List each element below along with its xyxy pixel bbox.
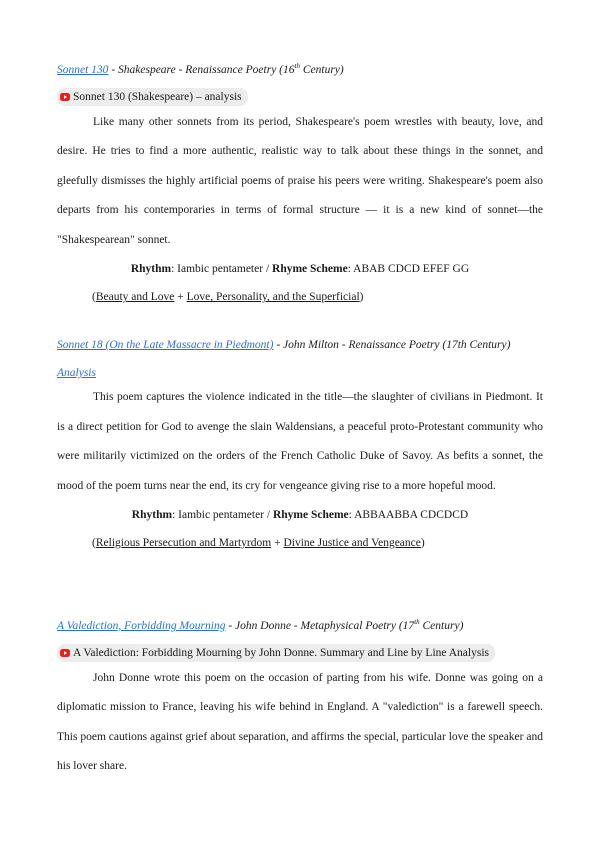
poem-description: This poem captures the violence indicated in the title—the slaughter of civilians in Piedmont. It is a direct petition for God to avenge the slain Waldensians, a peaceful proto-Protestant community who were militarily victimized on the orders of the French Catholic Duke of Savoy. As befits a sonnet, the mood of the poem turns near the end, its cry for vengeance giving rise to a more hopeful mood.	[57, 391, 543, 492]
theme-link-2[interactable]: Divine Justice and Vengeance	[283, 537, 421, 549]
heading-tail: Century)	[299, 63, 344, 76]
rhyme-scheme-value: : ABAB CDCD EFEF GG	[347, 263, 470, 276]
rhythm-label: Rhythm	[131, 509, 173, 521]
themes-line	[57, 535, 543, 551]
rhythm-rhyme-line	[57, 261, 543, 277]
open-paren: (	[92, 291, 96, 304]
poem-title-link[interactable]: A Valediction, Forbidding Mourning	[57, 619, 226, 632]
youtube-icon	[60, 649, 70, 657]
poem-description: John Donne wrote this poem on the occasion of parting from his wife. Donne was going on a diplomatic mission to France, leaving his wife behind in England. A "valediction" is a farewell speech. This poem cautions against grief about separation, and affirms the special, particular love the speaker and his lover share.	[57, 671, 543, 773]
entry-heading	[57, 337, 543, 353]
theme-link-2[interactable]: Love, Personality, and the Superficial	[186, 291, 360, 304]
close-paren: )	[420, 537, 425, 549]
plus-sign: +	[174, 291, 187, 304]
entry-heading	[57, 58, 543, 78]
video-chip-label: A Valediction: Forbidding Mourning by John Donne. Summary and Line by Line Analysis	[73, 646, 489, 659]
theme-link-1[interactable]: Religious Persecution and Martyrdom	[95, 537, 272, 549]
themes-line	[57, 289, 543, 305]
rhyme-scheme-label: Rhyme Scheme	[272, 263, 348, 276]
open-paren: (	[92, 537, 96, 549]
poem-description: Like many other sonnets from its period, Shakespeare's poem wrestles with beauty, love, and desire. He tries to find a more authentic, realistic way to talk about these things in the sonnet, and gleefully dismisses the highly artificial poems of praise his peers were writing. Shakespeare's poem also departs from his contemporaries in terms of formal structure — it is a new kind of sonnet—the "Shakespearean" sonnet.	[57, 115, 543, 246]
rhyme-scheme-label: Rhyme Scheme	[272, 509, 349, 521]
heading-superscript: th	[294, 62, 300, 70]
rhythm-value: : Iambic pentameter /	[171, 263, 270, 276]
heading-superscript: th	[414, 618, 420, 626]
rhythm-label: Rhythm	[130, 263, 172, 276]
youtube-video-chip[interactable]	[57, 88, 248, 106]
poem-entry-sonnet-130	[57, 58, 543, 305]
plus-sign: +	[271, 537, 284, 549]
heading-text: - John Milton - Renaissance Poetry (17th Century)	[273, 339, 511, 351]
video-chip-label: Sonnet 130 (Shakespeare) – analysis	[73, 90, 242, 103]
analysis-link[interactable]: Analysis	[57, 367, 96, 379]
youtube-icon	[60, 93, 70, 101]
heading-tail: Century)	[419, 619, 464, 632]
close-paren: )	[359, 291, 364, 304]
rhythm-rhyme-line	[57, 507, 543, 523]
heading-text: - Shakespeare - Renaissance Poetry (16	[108, 63, 295, 76]
poem-entry-valediction	[57, 614, 543, 782]
entry-heading	[57, 614, 543, 634]
theme-link-1[interactable]: Beauty and Love	[95, 291, 175, 304]
heading-text: - John Donne - Metaphysical Poetry (17	[225, 619, 415, 632]
rhythm-value: : Iambic pentameter /	[172, 509, 271, 521]
poem-title-link[interactable]: Sonnet 130	[57, 63, 109, 76]
youtube-video-chip[interactable]	[57, 644, 495, 662]
rhyme-scheme-value: : ABBAABBA CDCDCD	[348, 509, 469, 521]
poem-entry-sonnet-18	[57, 337, 543, 551]
poem-title-link[interactable]: Sonnet 18 (On the Late Massacre in Piedmont)	[57, 339, 274, 351]
